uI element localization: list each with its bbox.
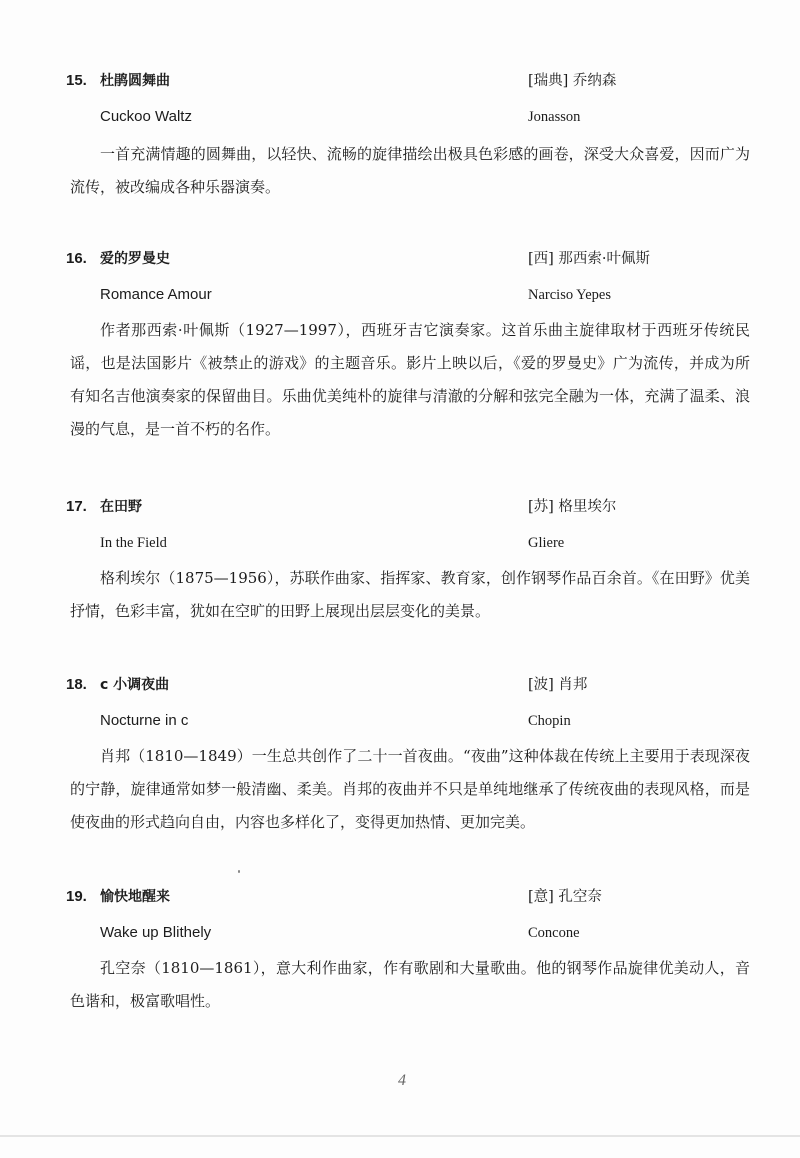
- entry-title-en: Romance Amour: [100, 286, 212, 303]
- entry-description: 作者那西索·叶佩斯（1927—1997），西班牙吉它演奏家。这首乐曲主旋律取材于西班牙传统民谣，也是法国影片《被禁止的游戏》的主题音乐。影片上映以后，《爱的罗曼史》广为流传，并成为所有知名吉他演奏家的保留曲目。乐曲优美纯朴的旋律与清澈的分解和弦完全融为一体，充满了温柔、浪漫的气息，是一首不朽的名作。: [70, 321, 750, 438]
- entry-title-en: Cuckoo Waltz: [100, 108, 192, 125]
- entry-composer-zh: [西] 那西索·叶佩斯: [528, 251, 651, 267]
- page-bottom-edge: [0, 1135, 800, 1137]
- entry-composer-zh: [波] 肖邦: [528, 677, 588, 693]
- entry-composer-en: Concone: [528, 925, 580, 941]
- entry-title-zh: 愉快地醒来: [100, 889, 170, 905]
- entry-number: 16.: [66, 250, 87, 267]
- entry-number: 19.: [66, 888, 87, 905]
- entry-composer-en: Gliere: [528, 535, 565, 551]
- entry-title-zh: 爱的罗曼史: [100, 251, 170, 267]
- entry-description: 肖邦（1810—1849）一生总共创作了二十一首夜曲。“夜曲”这种体裁在传统上主要用于表现深夜的宁静，旋律通常如梦一般清幽、柔美。肖邦的夜曲并不只是单纯地继承了传统夜曲的表现风格，而是使夜曲的形式趋向自由，内容也多样化了，变得更加热情、更加完美。: [70, 747, 750, 831]
- entry-header: [0, 248, 800, 272]
- entry-composer-zh: [瑞典] 乔纳森: [528, 73, 617, 89]
- entry-header: [0, 886, 800, 910]
- entry-title-en: Wake up Blithely: [100, 924, 212, 941]
- entry-header: [0, 70, 800, 94]
- entry-header: [0, 496, 800, 520]
- entry-number: 17.: [66, 498, 87, 515]
- entry-composer-en: Jonasson: [528, 109, 581, 125]
- entry-header: [0, 674, 800, 698]
- entry-number: 18.: [66, 676, 87, 693]
- entry-title-en: Nocturne in c: [100, 712, 189, 729]
- entry-title-zh: 在田野: [100, 499, 142, 515]
- entry-composer-zh: [意] 孔空奈: [528, 889, 602, 905]
- entry-composer-en: Chopin: [528, 713, 571, 729]
- entry-title-zh: c 小调夜曲: [100, 677, 170, 693]
- entry-title-en: In the Field: [100, 535, 167, 551]
- page-number: 4: [398, 1072, 406, 1089]
- entry-description: 一首充满情趣的圆舞曲，以轻快、流畅的旋律描绘出极具色彩感的画卷，深受大众喜爱，因而广为流传，被改编成各种乐器演奏。: [70, 145, 750, 196]
- entry-title-zh: 杜鹃圆舞曲: [100, 73, 170, 89]
- entry-composer-en: Narciso Yepes: [528, 287, 611, 303]
- entry-description: 孔空奈（1810—1861），意大利作曲家，作有歌剧和大量歌曲。他的钢琴作品旋律优美动人，音色谐和，极富歌唱性。: [70, 959, 750, 1010]
- entry-number: 15.: [66, 72, 87, 89]
- entry-description: 格利埃尔（1875—1956），苏联作曲家、指挥家、教育家，创作钢琴作品百余首。《在田野》优美抒情，色彩丰富，犹如在空旷的田野上展现出层层变化的美景。: [70, 569, 750, 620]
- scan-speck: [238, 870, 240, 873]
- entry-composer-zh: [苏] 格里埃尔: [528, 499, 617, 515]
